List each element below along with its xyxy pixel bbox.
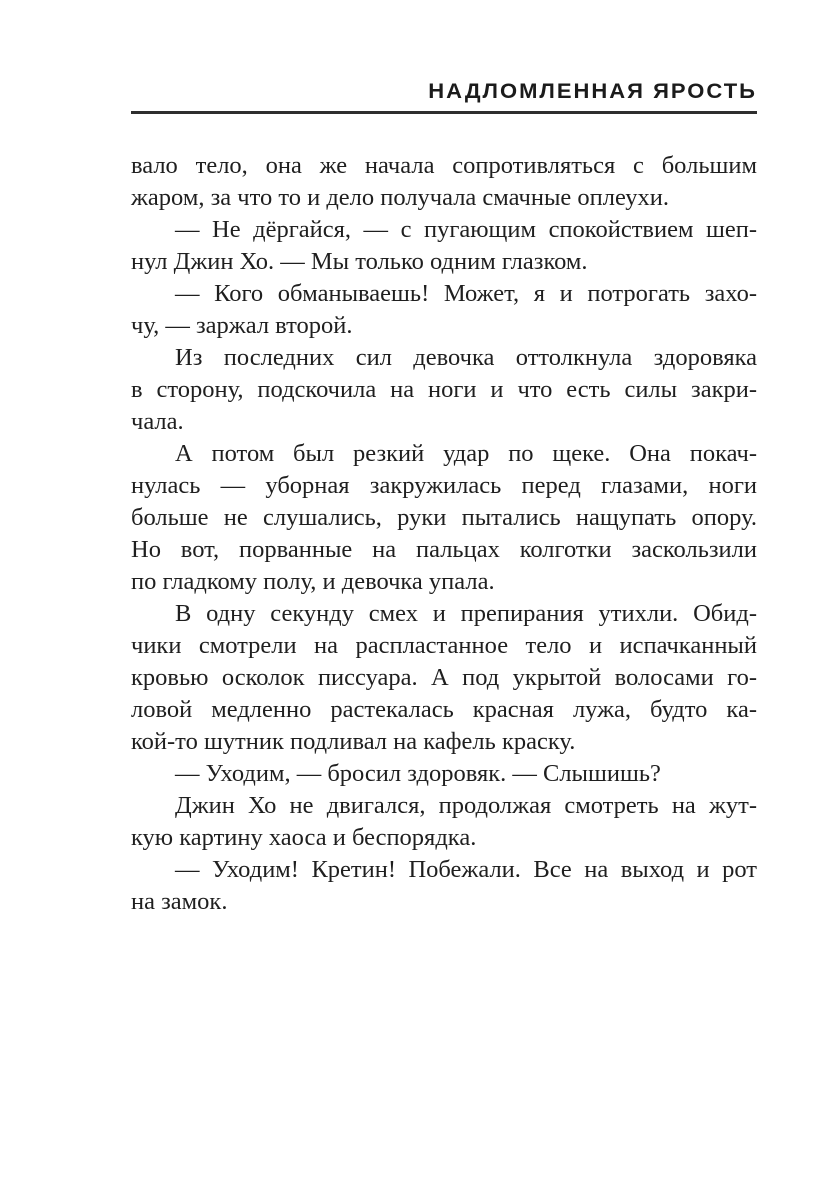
text-line: кой-то шутник подливал на кафель краску. [131, 728, 576, 755]
text-line: нул Джин Хо. — Мы только одним глазком. [131, 248, 588, 275]
text-line: — Кого обманываешь! Может, я и потрогать захо- [175, 280, 757, 307]
body-text [131, 150, 757, 918]
text-line: на замок. [131, 888, 228, 915]
paragraph [131, 758, 757, 790]
text-line: по гладкому полу, и девочка упала. [131, 568, 495, 595]
text-line: кровью осколок писсуара. А под укрытой волосами го- [131, 664, 757, 691]
header-rule [131, 111, 757, 114]
text-line: нулась — уборная закружилась перед глазами, ноги [131, 472, 757, 499]
text-line: — Уходим, — бросил здоровяк. — Слышишь? [175, 760, 661, 787]
running-title: НАДЛОМЛЕННАЯ ЯРОСТЬ [428, 78, 757, 103]
paragraph [131, 438, 757, 598]
text-line: больше не слушались, руки пытались нащупать опору. [131, 504, 757, 531]
text-line: Джин Хо не двигался, продолжая смотреть на жут- [175, 792, 757, 819]
text-line: жаром, за что то и дело получала смачные оплеухи. [131, 184, 670, 211]
text-line: — Уходим! Кретин! Побежали. Все на выход и рот [175, 856, 757, 883]
text-line: ловой медленно растекалась красная лужа, будто ка- [131, 696, 757, 723]
paragraph [131, 342, 757, 438]
paragraph [131, 854, 757, 918]
text-line: чу, — заржал второй. [131, 312, 353, 339]
text-line: Но вот, порванные на пальцах колготки заскользили [131, 536, 757, 563]
text-line: Из последних сил девочка оттолкнула здоровяка [175, 344, 757, 371]
text-line: В одну секунду смех и препирания утихли. Обид- [175, 600, 757, 627]
running-header [131, 3, 757, 102]
paragraph [131, 598, 757, 758]
text-line: А потом был резкий удар по щеке. Она покач- [175, 440, 757, 467]
paragraph [131, 278, 757, 342]
text-line: в сторону, подскочила на ноги и что есть силы закри- [131, 376, 757, 403]
text-line: — Не дёргайся, — с пугающим спокойствием шеп- [175, 216, 757, 243]
paragraph [131, 214, 757, 278]
paragraph [131, 150, 757, 214]
text-line: вало тело, она же начала сопротивляться с большим [131, 152, 757, 179]
page-content [131, 0, 757, 918]
text-line: чики смотрели на распластанное тело и испачканный [131, 632, 757, 659]
paragraph [131, 790, 757, 854]
text-line: кую картину хаоса и беспорядка. [131, 824, 477, 851]
text-line: чала. [131, 408, 184, 435]
